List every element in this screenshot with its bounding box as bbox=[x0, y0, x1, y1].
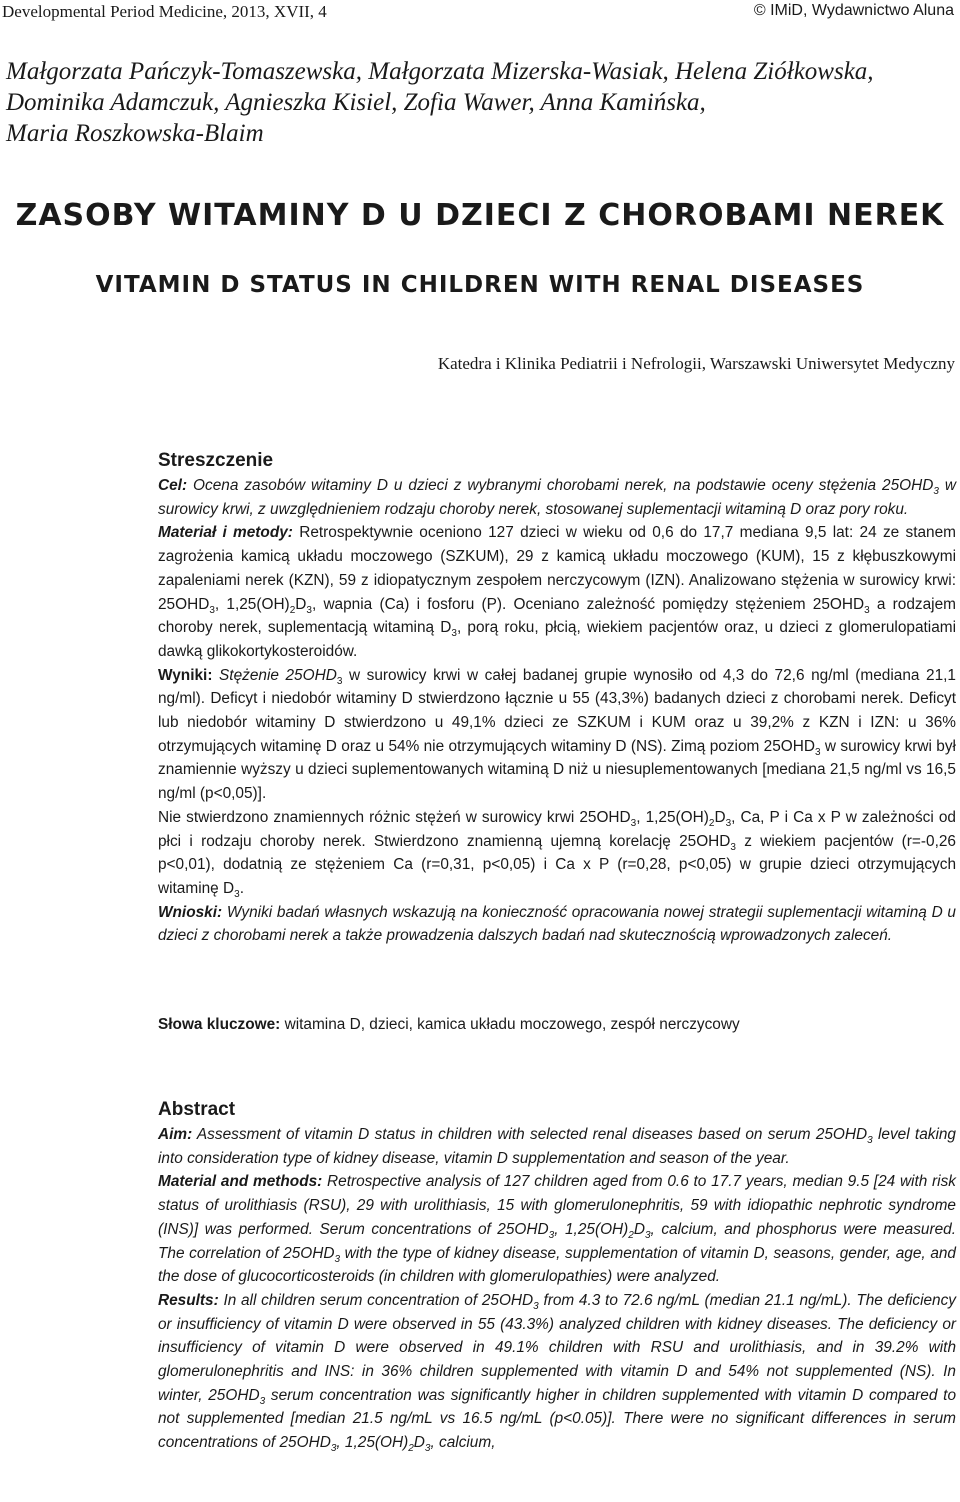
author-line: Maria Roszkowska-Blaim bbox=[6, 120, 264, 147]
abstract-heading: Abstract bbox=[158, 1099, 236, 1120]
keywords-section bbox=[158, 1013, 956, 1037]
publisher-header: © IMiD, Wydawnictwo Aluna bbox=[753, 2, 954, 19]
title-english: VITAMIN D STATUS IN CHILDREN WITH RENAL DISEASES bbox=[95, 272, 865, 298]
aim-paragraph: Aim: Assessment of vitamin D status in children with selected renal diseases based on serum $25OHD_3$ level taking into consideration type of kidney disease, vitamin D supplementation and season of the year. bbox=[158, 1126, 956, 1167]
author-line: Dominika Adamczuk, Agnieszka Kisiel, Zofia Wawer, Anna Kamińska, bbox=[6, 89, 706, 116]
wyniki-continued-paragraph: Nie stwierdzono znamiennych różnic stężeń w surowicy krwi $25OHD_3$, $1,25(OH)_2D_3$, Ca, P i Ca x P w zależności od płci i rodzaju choroby nerek. Stwierdzono znamienną ujemną korelację $25OHD_3$ z wiekiem pacjentów (r=-0,26 p<0,01), dodatnią ze stężeniem Ca (r=0,31, p<0,05) i Ca x P (r=0,28, p<0,05) w grupie dzieci otrzymujących witaminę $D_3$. bbox=[158, 808, 956, 900]
authors bbox=[6, 56, 956, 149]
wyniki-paragraph: Wyniki: Stężenie $25OHD_3$ w surowicy krwi w całej badanej grupie wynosiło od 4,3 do 72,6 ng/ml (mediana 21,1 ng/ml). Deficyt i niedobór witaminy D stwierdzono łącznie u 55 (43,3%) badanych dzieci z chorobami nerek. Deficyt lub niedobór witaminy D stwierdzono u 49,1% dzieci ze SZKUM i KUM oraz u 39,2% z KZN i IZN: u 36% otrzymujących witaminę D oraz u 54% nie otrzymujących witaminy D (NS). Zimą poziom $25OHD_3$ w surowicy krwi był znamiennie wyższy u dzieci suplementowanych witaminą D niż u niesuplementowanych [mediana 21,5 ng/ml vs 16,5 ng/ml (p<0,05)]. bbox=[158, 666, 956, 803]
journal-header: Developmental Period Medicine, 2013, XVII, 4 bbox=[2, 2, 327, 21]
results-paragraph: Results: In all children serum concentration of $25OHD_3$ from 4.3 to 72.6 ng/mL (median 21.1 ng/mL). The deficiency or insufficiency of vitamin D were observed in 55 (43.3%) analyzed children with kidney diseases. The deficiency or insufficiency of vitamin D were observed in 49.1% children with RSU and urolithiasis, and in 39.2% with glomerulonephritis and INS: in 36% children supplemented with vitamin D and 54% not supplemented (NS). In winter, $25OHD_3$ serum concentration was significantly higher in children supplemented with vitamin D compared to not supplemented [median 21.5 ng/mL vs 16.5 ng/mL (p<0.05)]. There were no significant differences in serum concentrations of $25OHD_3$, $1,25(OH)_2D_3$, calcium, bbox=[158, 1291, 957, 1455]
streszczenie-heading: Streszczenie bbox=[158, 450, 274, 471]
keywords-paragraph: Słowa kluczowe: witamina D, dzieci, kamica układu moczowego, zespół nerczycowy bbox=[158, 1016, 740, 1033]
metody-paragraph: Materiał i metody: Retrospektywnie oceniono 127 dzieci w wieku od 0,6 do 17,7 mediana 9,5 lat: 24 ze stanem zagrożenia kamicą układu moczowego (SZKUM), 29 z kamicą układu moczowego (KUM), 15 z kłębuszkowymi zapaleniami nerek (KZN), 59 z idiopatycznym zespołem nerczycowym (IZN). Analizowano stężenia w surowicy krwi: $25OHD_3$, $1,25(OH)_2D_3$, wapnia (Ca) i fosforu (P). Oceniano zależność pomiędzy stężeniem $25OHD_3$ a rodzajem choroby nerek, suplementacją witaminą $D_3$, porą roku, płcią, wiekiem pacjentów oraz, u dzieci z glomerulopatiami dawką glikokortykosteroidów. bbox=[158, 524, 957, 660]
cel-paragraph: Cel: Ocena zasobów witaminy D u dzieci z wybranymi chorobami nerek, na podstawie oceny stężenia $25OHD_3$ w surowicy krwi, z uwzględnieniem rodzaju choroby nerek, stosowanej suplementacji witaminą D oraz pory roku. bbox=[158, 477, 956, 518]
abstract-section bbox=[158, 1097, 956, 1455]
affiliation: Katedra i Klinika Pediatrii i Nefrologii, Warszawski Uniwersytet Medyczny bbox=[437, 354, 955, 373]
streszczenie-section bbox=[158, 448, 956, 948]
methods-paragraph: Material and methods: Retrospective analysis of 127 children aged from 0.6 to 17.7 years, median 9.5 [24 with risk status of urolithiasis (RSU), 29 with urolithiasis, 15 with glomerulonephritis, 59 with idiopathic nephrotic syndrome (INS)] was performed. Serum concentrations of $25OHD_3$, $1,25(OH)_2D_3$, calcium, and phosphorus were measured. The correlation of $25OHD_3$ with the type of kidney disease, supplementation of vitamin D, seasons, gender, age, and the dose of glucocorticosteroids (in children with glomerulopathies) were analyzed. bbox=[158, 1173, 957, 1286]
title-polish: ZASOBY WITAMINY D U DZIECI Z CHOROBAMI NEREK bbox=[15, 198, 945, 233]
author-line: Małgorzata Pańczyk-Tomaszewska, Małgorzata Mizerska-Wasiak, Helena Ziółkowska, bbox=[6, 58, 874, 85]
wnioski-paragraph: Wnioski: Wyniki badań własnych wskazują na konieczność opracowania nowej strategii suplementacji witaminą D u dzieci z chorobami nerek a także prowadzenia dalszych badań nad skutecznością wprowadzonych zaleceń. bbox=[158, 903, 956, 945]
